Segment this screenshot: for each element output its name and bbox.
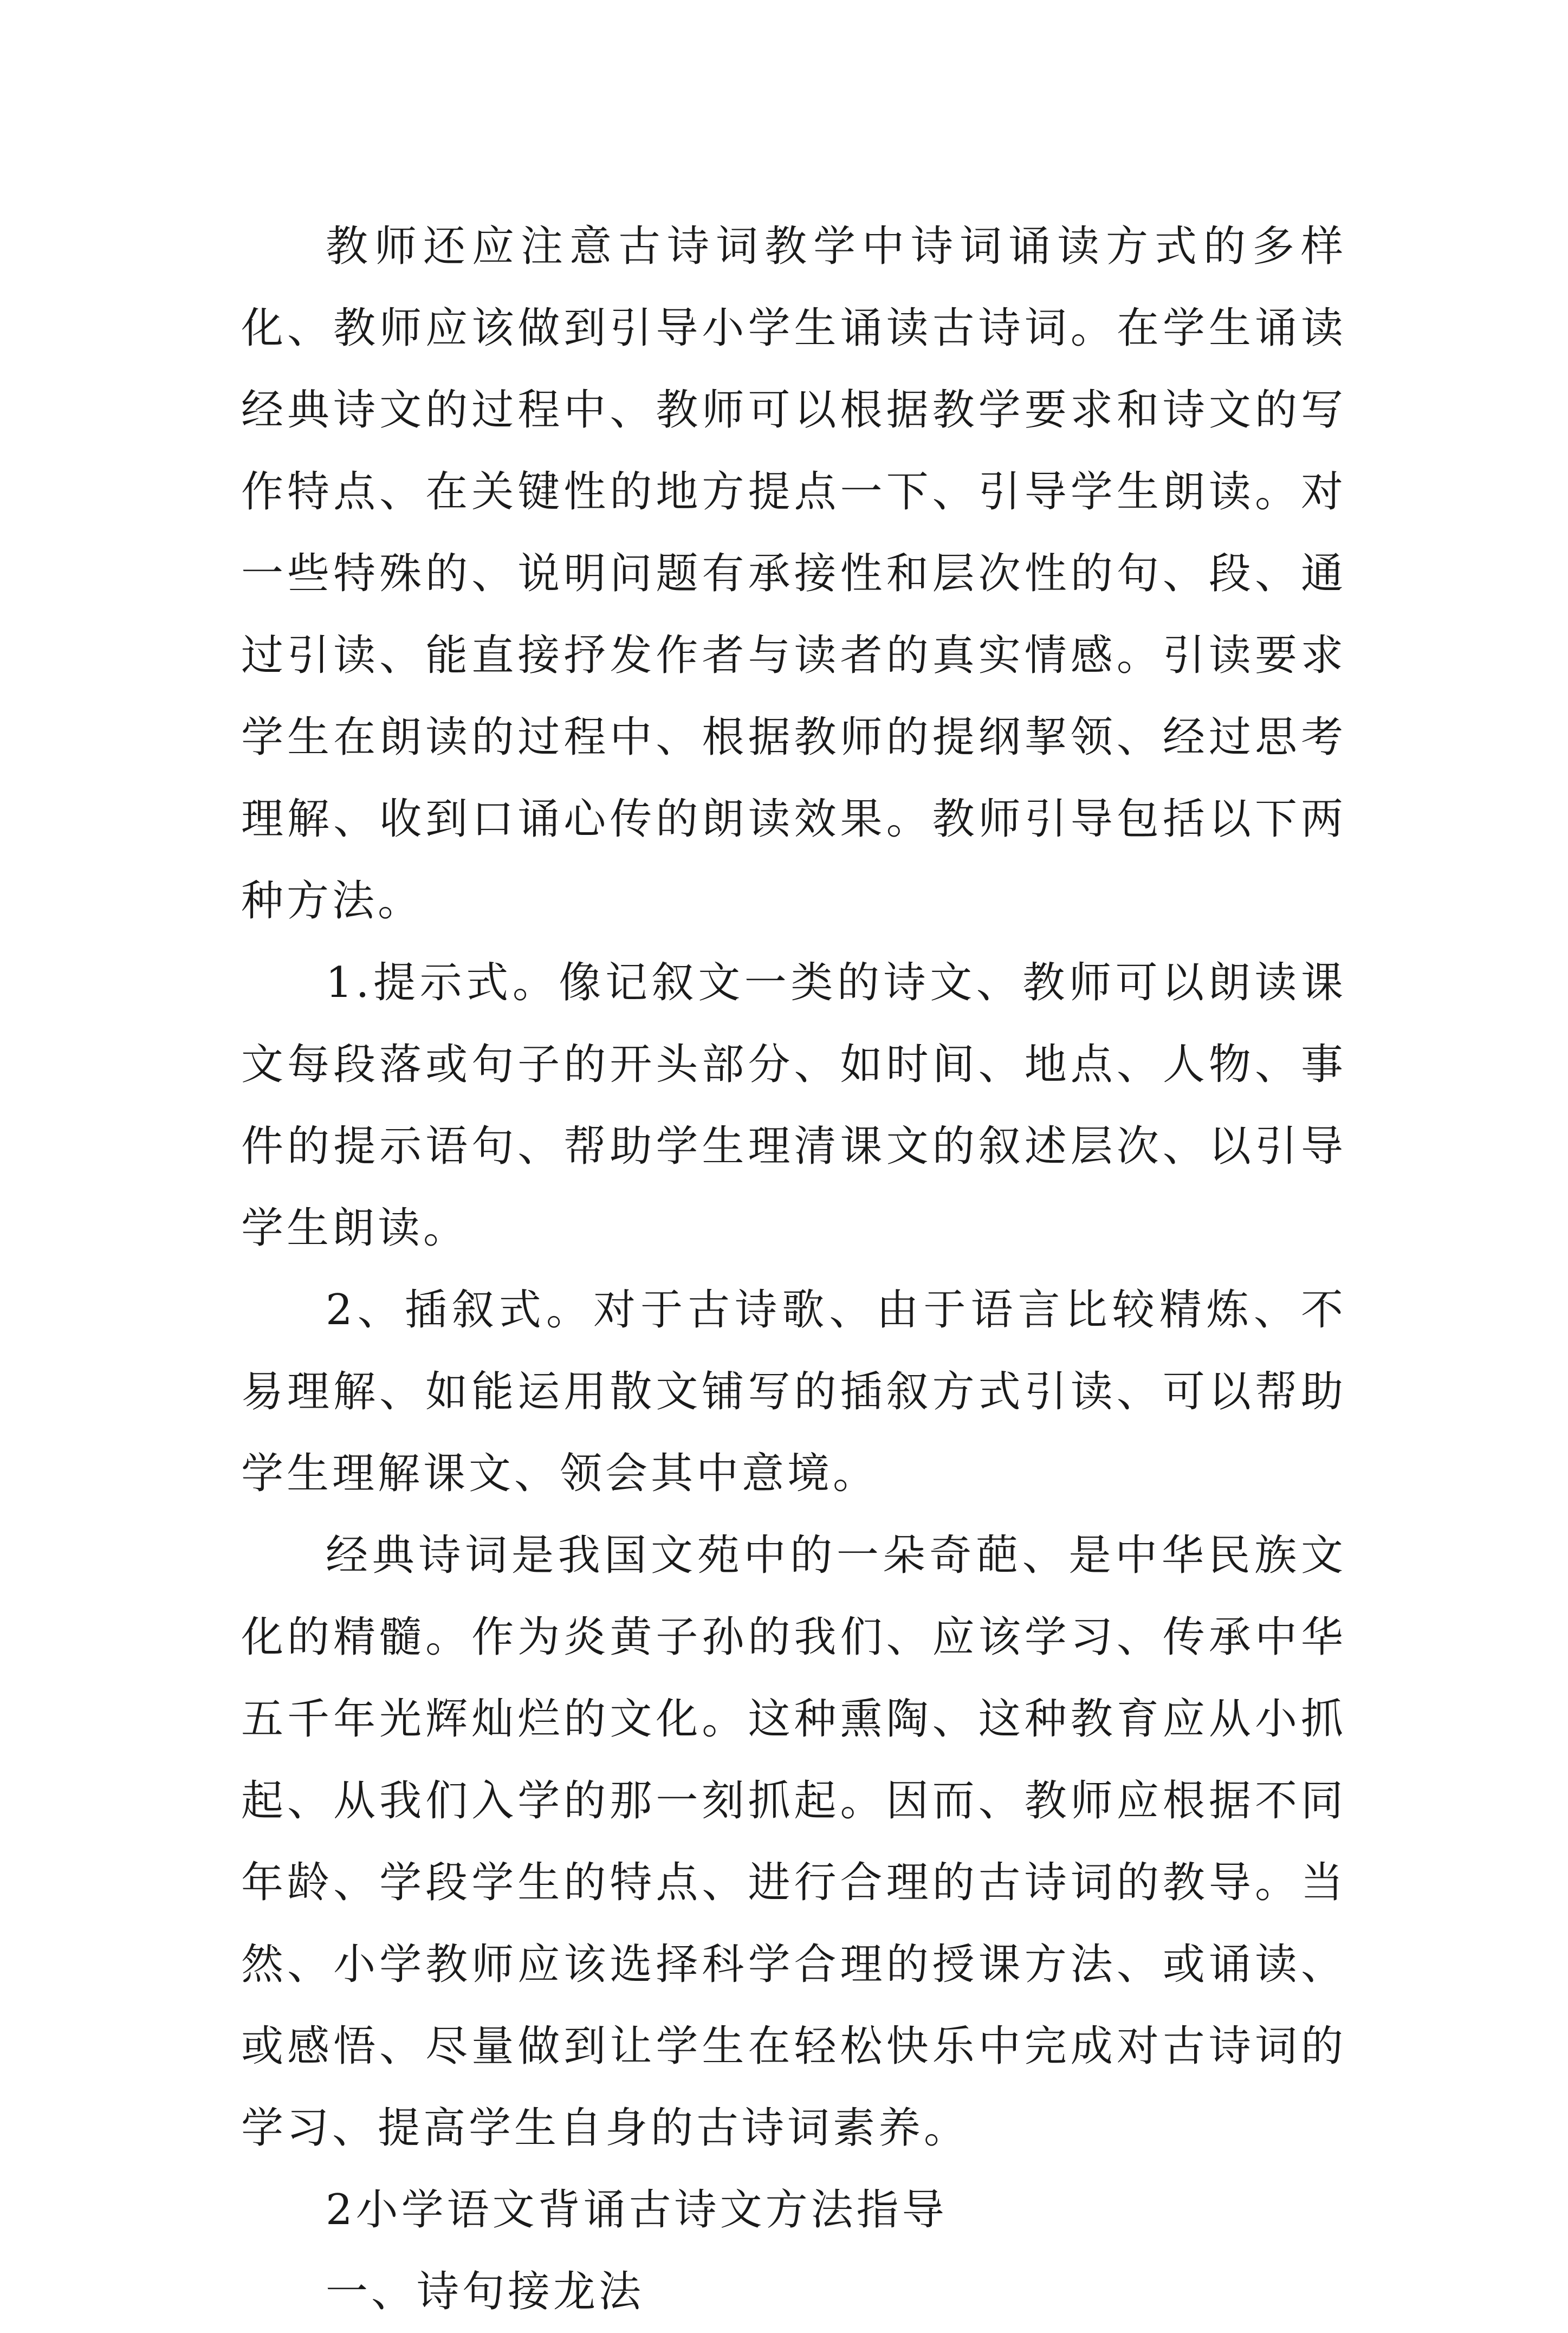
paragraph-classic-poetry: 经典诗词是我国文苑中的一朵奇葩、是中华民族文化的精髓。作为炎黄子孙的我们、应该学习、传承中华五千年光辉灿烂的文化。这种熏陶、这种教育应从小抓起、从我们入学的那一刻抓起。因而、教师应根据不同年龄、学段学生的特点、进行合理的古诗词的教导。当然、小学教师应该选择科学合理的授课方法、或诵读、或感悟、尽量做到让学生在轻松快乐中完成对古诗词的学习、提高学生自身的古诗词素养。 [241,1531,1346,2153]
paragraph-recitation-methods: 教师还应注意古诗词教学中诗词诵读方式的多样化、教师应该做到引导小学生诵读古诗词。在学生诵读经典诗文的过程中、教师可以根据教学要求和诗文的写作特点、在关键性的地方提点一下、引导学生朗读。对一些特殊的、说明问题有承接性和层次性的句、段、通过引读、能直接抒发作者与读者的真实情感。引读要求学生在朗读的过程中、根据教师的提纲挈领、经过思考理解、收到口诵心传的朗读效果。教师引导包括以下两种方法。 [241,222,1346,925]
paragraph-interpolation-method: 2、插叙式。对于古诗歌、由于语言比较精炼、不易理解、如能运用散文铺写的插叙方式引读、可以帮助学生理解课文、领会其中意境。 [241,1286,1346,1498]
subsection-heading: 一、诗句接龙法 [326,2267,645,2316]
paragraph-prompt-method: 1.提示式。像记叙文一类的诗文、教师可以朗读课文每段落或句子的开头部分、如时间、地点、人物、事件的提示语句、帮助学生理清课文的叙述层次、以引导学生朗读。 [241,958,1346,1253]
body-text [241,206,1346,2333]
section-heading: 2小学语文背诵古诗文方法指导 [326,2186,948,2234]
